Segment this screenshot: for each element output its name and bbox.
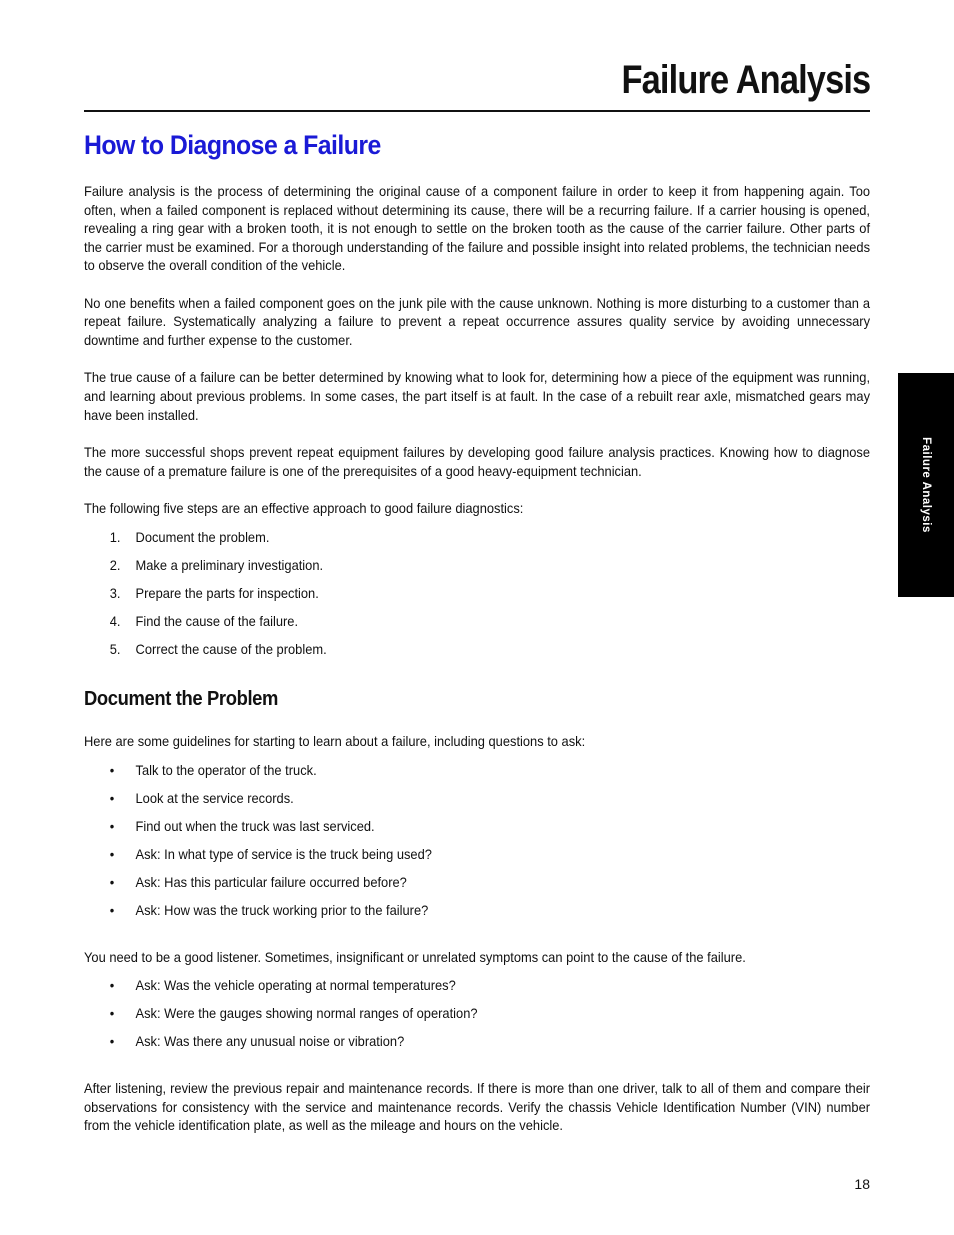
list-item xyxy=(84,817,870,845)
steps-list xyxy=(84,528,870,668)
guidelines-list xyxy=(84,761,870,929)
list-item xyxy=(84,761,870,789)
paragraph: The following five steps are an effective approach to good failure diagnostics: xyxy=(84,499,524,516)
bullet-icon: • xyxy=(109,1005,115,1022)
list-item xyxy=(84,528,870,556)
step-number: 2. xyxy=(109,556,121,573)
bullet-text: Look at the service records. xyxy=(135,789,294,806)
step-text: Correct the cause of the problem. xyxy=(135,640,327,657)
list-item xyxy=(84,612,870,640)
bullet-text: Ask: Were the gauges showing normal ranges of operation? xyxy=(135,1005,478,1022)
page-title: Failure Analysis xyxy=(621,58,870,102)
side-tab-label: Failure Analysis xyxy=(920,437,932,533)
bullet-icon: • xyxy=(109,761,115,778)
text-column xyxy=(84,128,870,1135)
paragraph: No one benefits when a failed component goes on the junk pile with the cause unknown. Nothing is more disturbing to a customer than a repeat failure. Systematically analyzing a failure to prevent a repeat occurrence assures quality service by avoiding unnecessary downtime and further expense to the customer. xyxy=(84,294,871,348)
paragraph: You need to be a good listener. Sometimes, insignificant or unrelated symptoms can point to the cause of the failure. xyxy=(84,948,746,965)
step-number: 5. xyxy=(109,640,121,657)
list-item xyxy=(84,873,870,901)
title-rule xyxy=(84,110,870,112)
list-item xyxy=(84,845,870,873)
step-number: 1. xyxy=(109,528,121,545)
bullet-text: Ask: Was the vehicle operating at normal temperatures? xyxy=(135,977,456,994)
step-text: Prepare the parts for inspection. xyxy=(135,584,319,601)
section-heading: How to Diagnose a Failure xyxy=(84,130,381,160)
list-item xyxy=(84,556,870,584)
bullet-icon: • xyxy=(109,977,115,994)
list-item xyxy=(84,584,870,612)
bullet-text: Ask: How was the truck working prior to the failure? xyxy=(135,901,429,918)
bullet-icon: • xyxy=(109,901,115,918)
bullet-text: Ask: Was there any unusual noise or vibration? xyxy=(135,1033,405,1050)
paragraph: The more successful shops prevent repeat equipment failures by developing good failure analysis practices. Knowing how to diagnose the cause of a premature failure is one of the prerequisites of a good heavy-equipment technician. xyxy=(84,443,871,479)
bullet-text: Ask: Has this particular failure occurred before? xyxy=(135,873,407,890)
bullet-icon: • xyxy=(109,1033,115,1050)
bullet-icon: • xyxy=(109,873,115,890)
step-text: Make a preliminary investigation. xyxy=(135,556,324,573)
step-text: Find the cause of the failure. xyxy=(135,612,299,629)
list-item xyxy=(84,1004,870,1032)
paragraph: Here are some guidelines for starting to learn about a failure, including questions to ask: xyxy=(84,733,586,750)
bullet-text: Talk to the operator of the truck. xyxy=(135,761,317,778)
paragraph: After listening, review the previous repair and maintenance records. If there is more than one driver, talk to all of them and compare their observations for consistency with the service and maintenance records. Verify the chassis Vehicle Identification Number (VIN) number from the vehicle identification plate, as well as the mileage and hours on the vehicle. xyxy=(84,1080,871,1134)
bullet-icon: • xyxy=(109,789,115,806)
step-number: 3. xyxy=(109,584,121,601)
step-number: 4. xyxy=(109,612,121,629)
page-content xyxy=(84,128,870,1154)
list-item xyxy=(84,789,870,817)
bullet-text: Find out when the truck was last serviced. xyxy=(135,817,375,834)
page-number: 18 xyxy=(854,1176,870,1192)
paragraph: The true cause of a failure can be better determined by knowing what to look for, determining how a piece of the equipment was running, and learning about previous problems. In some cases, the part itself is at fault. In the case of a rebuilt rear axle, mismatched gears may have been installed. xyxy=(84,369,871,423)
bullet-icon: • xyxy=(109,845,115,862)
paragraph: Failure analysis is the process of determining the original cause of a component failure in order to keep it from happening again. Too often, when a failed component is replaced without determining its cause, there will be a recurring failure. If a carrier housing is opened, revealing a ring gear with a broken tooth, it is not enough to settle on the broken tooth as the cause of the carrier failure. Other parts of the carrier must be examined. For a thorough understanding of the failure and possible insight into related problems, the technician needs to observe the overall condition of the vehicle. xyxy=(84,183,871,274)
listening-list xyxy=(84,976,870,1060)
bullet-icon: • xyxy=(109,817,115,834)
step-text: Document the problem. xyxy=(135,528,270,545)
list-item xyxy=(84,640,870,668)
subsection-heading: Document the Problem xyxy=(84,688,279,711)
list-item xyxy=(84,1032,870,1060)
side-tab xyxy=(898,373,954,597)
list-item xyxy=(84,976,870,1004)
bullet-text: Ask: In what type of service is the truck being used? xyxy=(135,845,432,862)
list-item xyxy=(84,901,870,929)
